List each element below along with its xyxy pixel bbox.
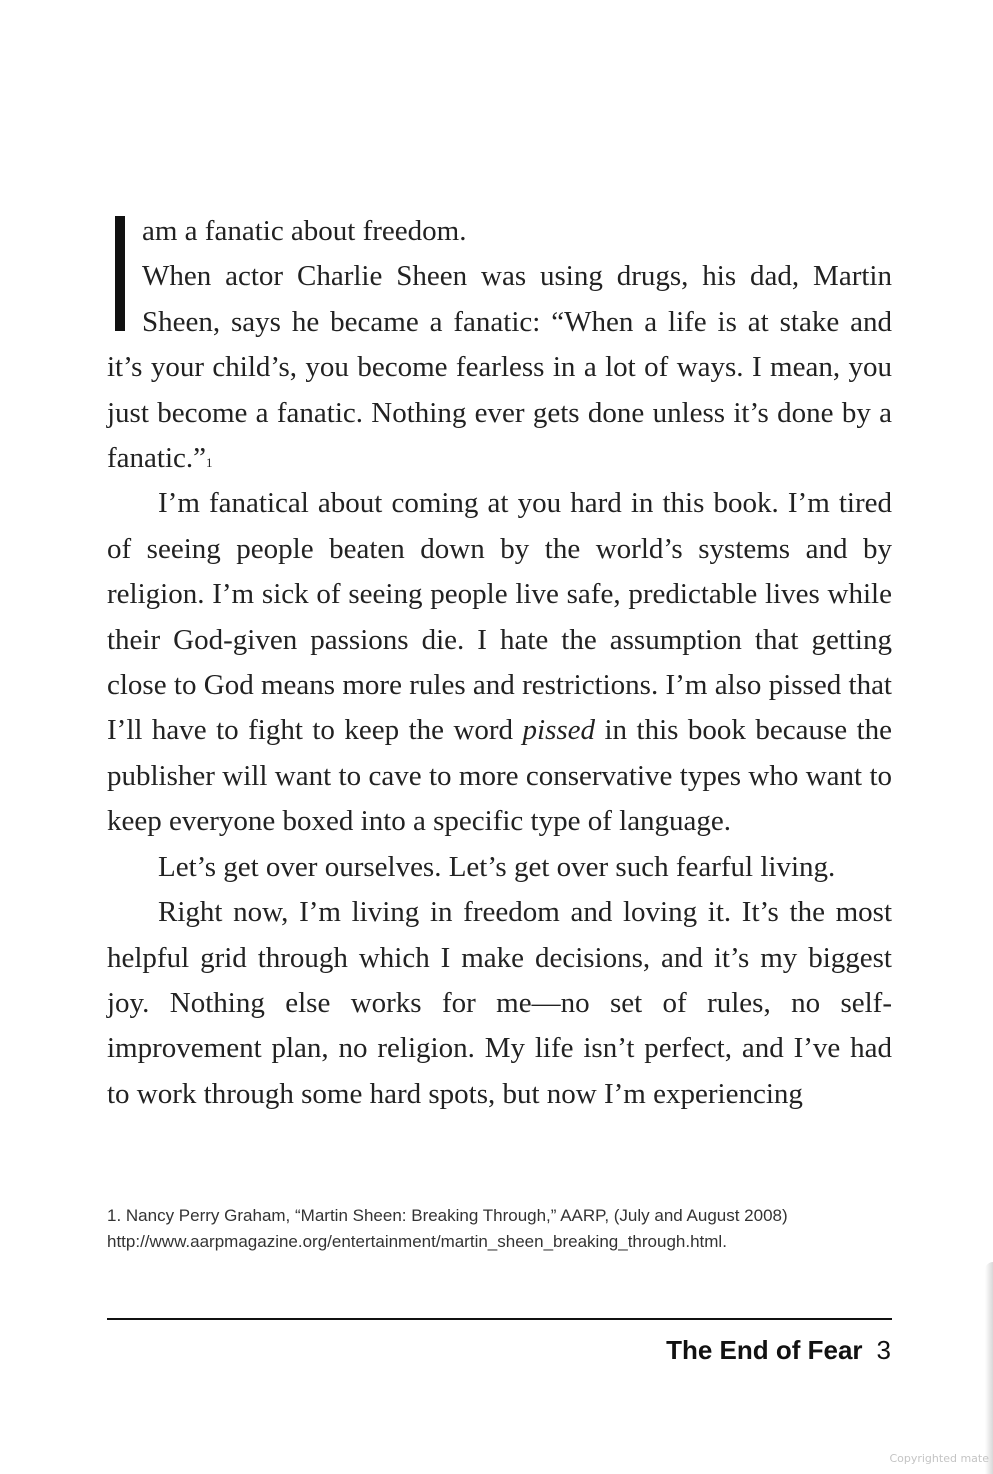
running-footer xyxy=(666,1330,891,1370)
page-number: 3 xyxy=(876,1335,891,1365)
copyright-watermark: Copyrighted mate xyxy=(889,1452,989,1465)
paragraph-5: Right now, I’m living in freedom and loving it. It’s the most helpful grid through which I make decisions, and it’s my biggest joy. Nothing else works for me—no set of rules, no self-improvement plan, no religion. My life isn’t perfect, and I’ve had to work through some hard spots, but now I’m experiencing xyxy=(107,896,892,1110)
footnote-citation: 1. Nancy Perry Graham, “Martin Sheen: Breaking Through,” AARP, (July and August 2008) xyxy=(107,1206,788,1225)
paragraph-3-text-after: in this book because the publisher will want to cave to more conservative types who want to keep everyone boxed into a specific type of language. xyxy=(107,714,892,838)
paragraph-2-line-2: Sheen, says he became a fanatic: “When a life is at stake and xyxy=(142,305,892,338)
opening-section xyxy=(107,209,892,481)
paragraph-2-line-1: When actor Charlie Sheen was using drugs, his dad, Martin xyxy=(142,260,892,293)
book-title: The End of Fear xyxy=(666,1335,863,1365)
paragraph-4: Let’s get over ourselves. Let’s get over such fearful living. xyxy=(158,850,836,883)
paragraph-2-rest xyxy=(107,345,892,481)
footnote-reference[interactable]: 1 xyxy=(206,455,213,471)
paragraph-3-text-before: I’m fanatical about coming at you hard in this book. I’m tired of seeing people beaten down by the world’s systems and by religion. I’m sick of seeing people live safe, predictable lives while their God-given passions die. I hate the assumption that getting close to God means more rules and restrictions. I’m also pissed that I’ll have to fight to keep the word xyxy=(107,487,892,747)
paragraph-3 xyxy=(107,481,892,844)
footnote-url[interactable]: http://www.aarpmagazine.org/entertainment/martin_sheen_breaking_through.html. xyxy=(107,1232,727,1251)
indented-opening-lines xyxy=(107,209,892,345)
paragraph-1: am a fanatic about freedom. xyxy=(142,215,467,247)
paragraph-2-text: it’s your child’s, you become fearless in a lot of ways. I mean, you just become a fanatic. Nothing ever gets done unless it’s done by a fanatic.” xyxy=(107,351,892,475)
paragraph-3-italic-word: pissed xyxy=(522,714,596,747)
drop-cap-i xyxy=(115,216,125,331)
page-curl-edge xyxy=(985,1262,993,1474)
footnote xyxy=(107,1203,907,1255)
footer-rule xyxy=(107,1318,892,1320)
body-text xyxy=(107,209,892,1117)
